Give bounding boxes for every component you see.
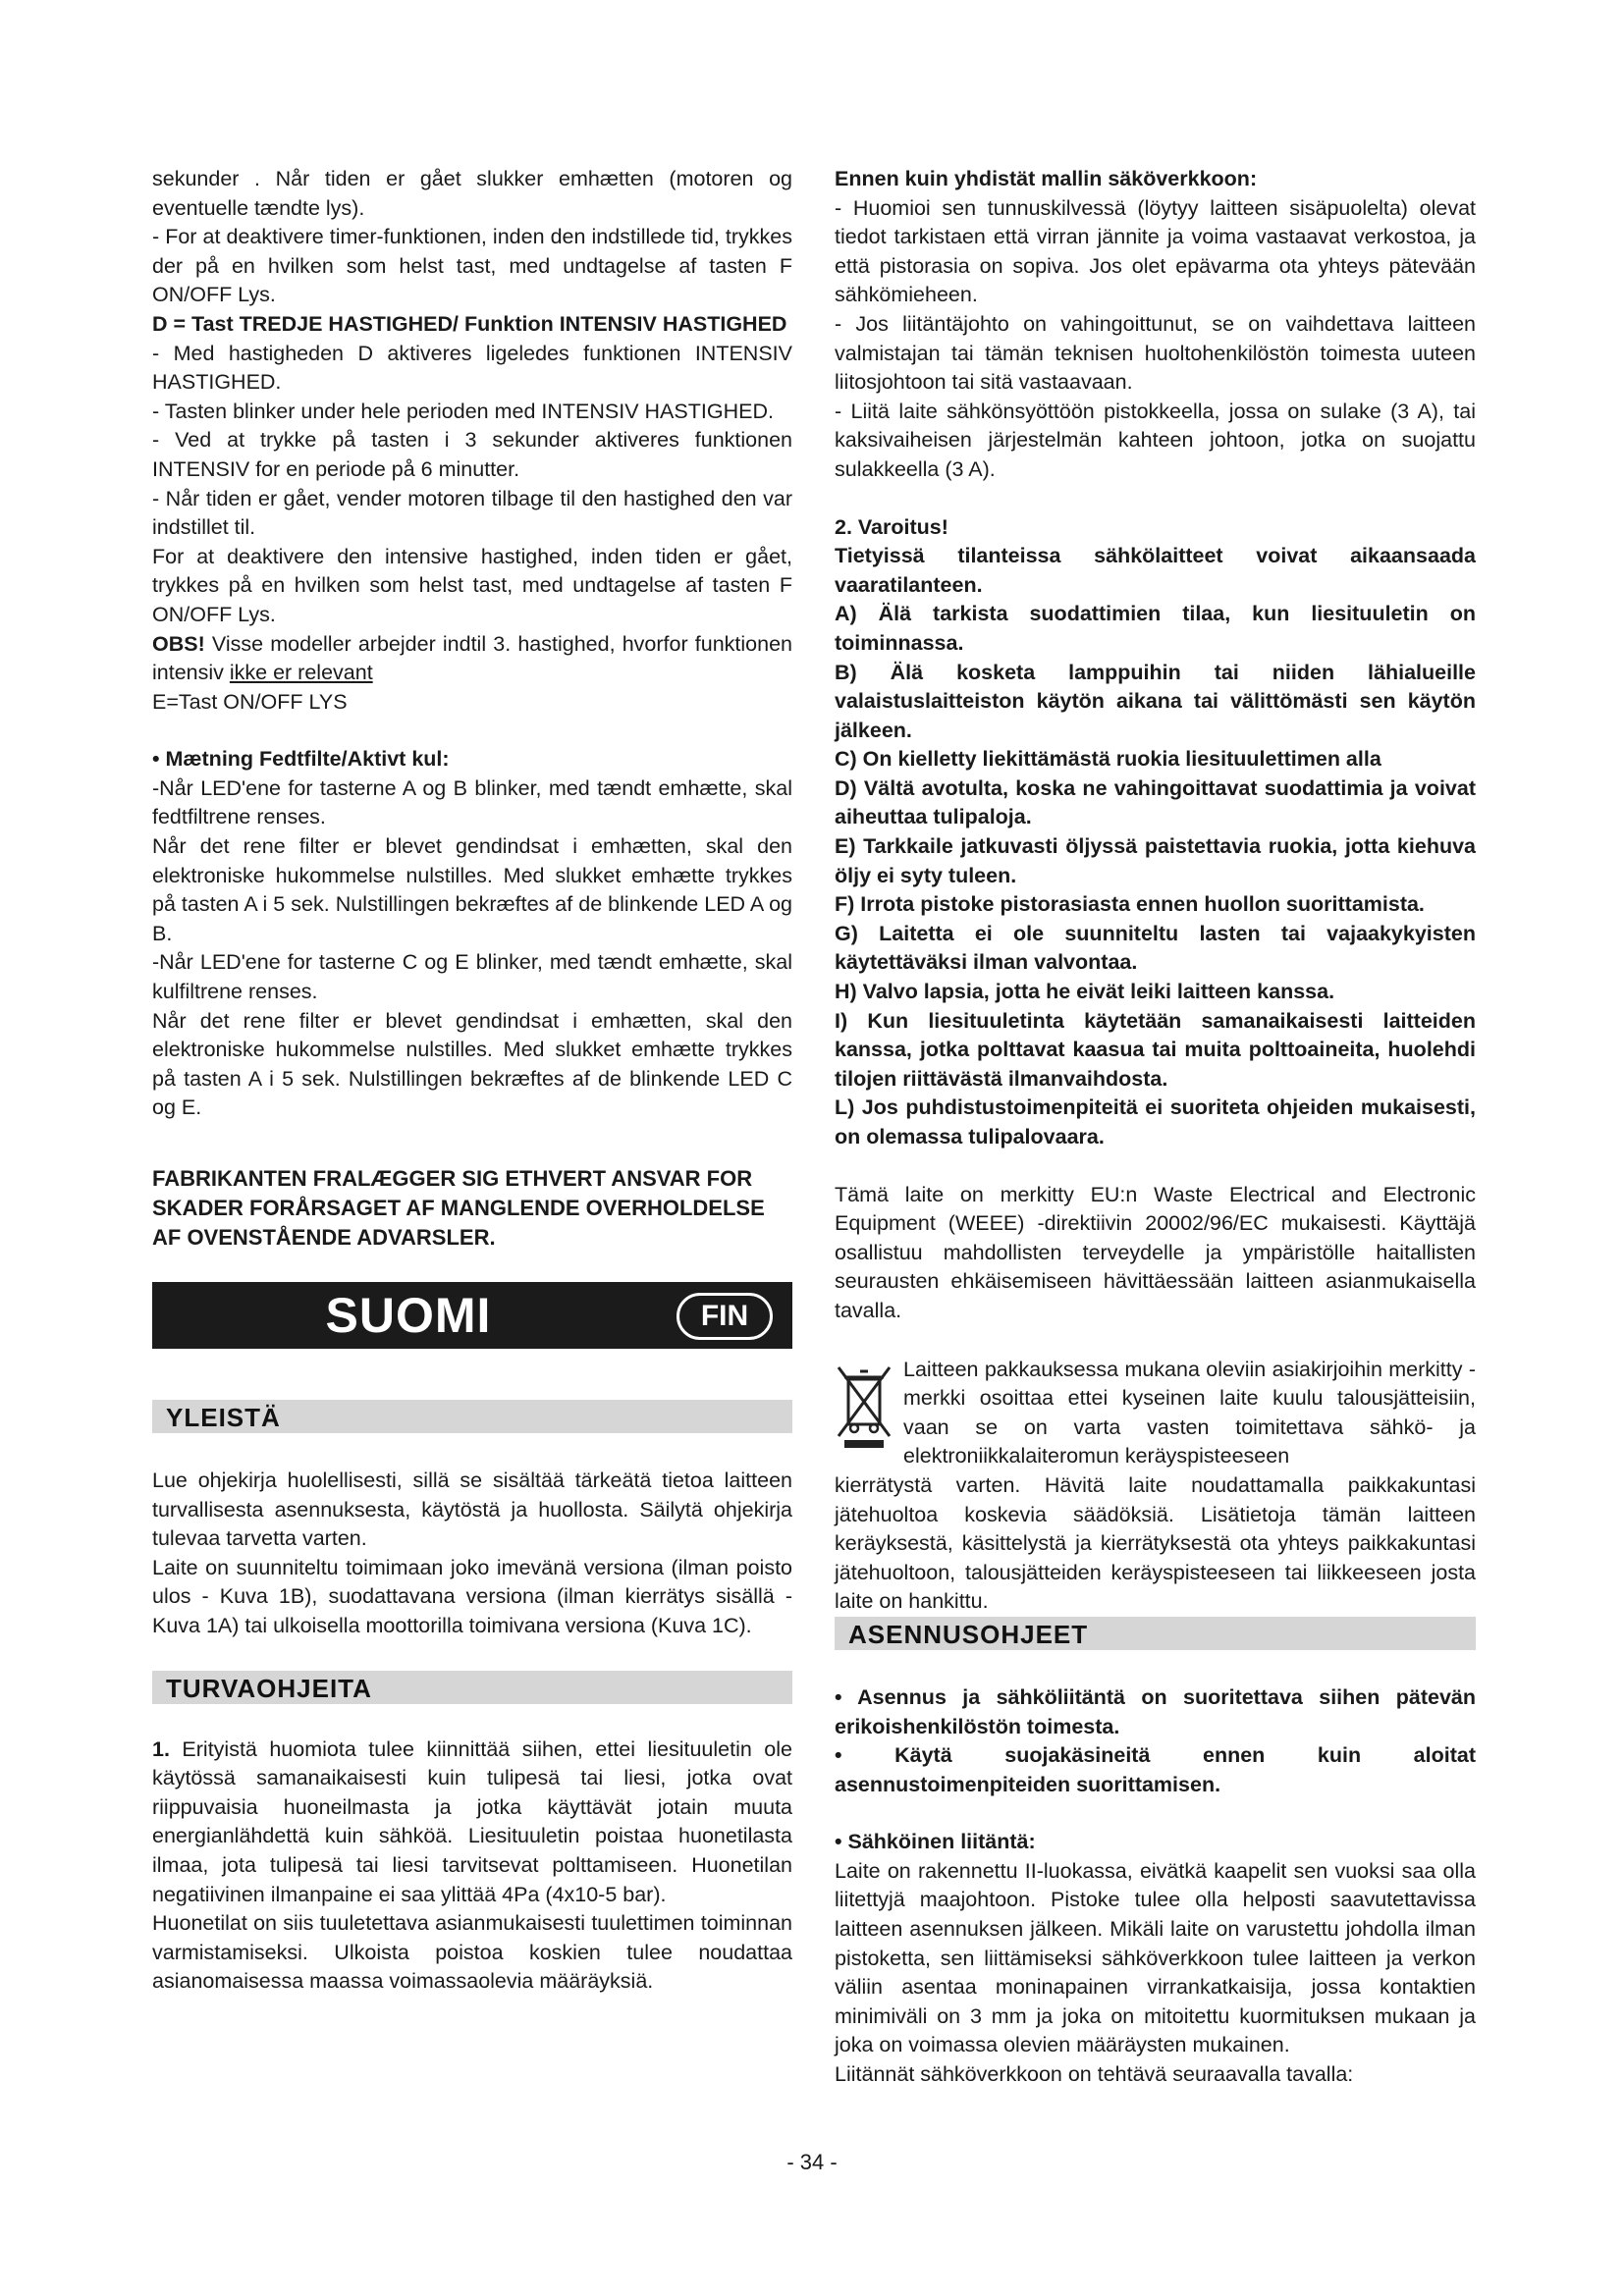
weee-text-indent: Laitteen pakkauksessa mukana oleviin asiakirjoihin merkitty -merkki osoittaa ettei kyseinen laite kuulu talousjätteisiin, vaan se on varta vasten toimitettava sähkö- ja elektroniikkalaiteromun keräyspisteeseen: [903, 1357, 1476, 1468]
intro-line: sekunder . Når tiden er gået slukker emhætten (motoren og eventuelle tændte lys).: [152, 167, 792, 220]
banner-title: SUOMI: [325, 1288, 492, 1343]
left-column: [152, 165, 792, 1997]
right-column: [835, 165, 1476, 2090]
general-line: Laite on suunniteltu toimimaan joko imevänä versiona (ilman poisto ulos - Kuva 1B), suodattavana versiona (ilman kierrätys sisällä - Kuva 1A) tai ulkoisella moottorilla toimivana versiona (Kuva 1C).: [152, 1555, 792, 1637]
before-line: - Liitä laite sähkönsyöttöön pistokkeella, jossa on sulake (3 A), tai kaksivaiheisen järjestelmän kahteen johtoon, jotka on suojattu sulakkeella (3 A).: [835, 399, 1476, 481]
obs-label: OBS!: [152, 631, 205, 656]
saturation-line: -Når LED'ene for tasterne C og E blinker, med tændt emhætte, skal kulfiltrene renses.: [152, 950, 792, 1004]
page-number: - 34 -: [786, 2150, 838, 2174]
general-line: Lue ohjekirja huolellisesti, sillä se sisältää tärkeätä tietoa laitteen turvallisesta asennuksesta, käytöstä ja huollosta. Säilytä ohjekirja tulevaa tarvetta varten.: [152, 1468, 792, 1551]
saturation-line: Når det rene filter er blevet gendindsat i emhætten, skal den elektroniske hukommelse nulstilles. Med slukket emhætte trykkes på tasten A i 5 sek. Nulstillingen bekræftes af de blinkende LED C og E.: [152, 1008, 792, 1120]
electric-line: Liitännät sähköverkkoon on tehtävä seuraavalla tavalla:: [835, 2062, 1354, 2087]
warning-item: L) Jos puhdistustoimenpiteitä ei suoriteta ohjeiden mukaisesti, on olemassa tulipalovaara.: [835, 1095, 1476, 1148]
before-line: - Huomioi sen tunnuskilvessä (löytyy laitteen sisäpuolelta) olevat tiedot tarkistaen että virran jännite ja voima vastaavat verkostoa, ja että pistorasia on sopiva. Jos olet epävarma ota yhteys pätevään sähkömieheen.: [835, 195, 1476, 307]
safety-text: Erityistä huomiota tulee kiinnittää siihen, ettei liesituuletin ole käytössä samanaikaisesti kuin tulipesä tai liesi, jotka ovat riippuvaisia huoneilmasta ja jotka käyttävät jotain muuta energianlähdettä kuin sähköä. Liesituuletin poistaa huonetilasta ilmaa, jota tulipesä tai liesi tarvitsevat polttamiseen. Huonetilan negatiivinen ilmanpaine ei saa ylittää 4Pa (4x10-5 bar).: [152, 1736, 792, 1906]
section-heading-safety: TURVAOHJEITA: [152, 1671, 792, 1704]
warning-item: Tietyissä tilanteissa sähkölaitteet voivat aikaansaada vaaratilanteen.: [835, 544, 1476, 597]
language-badge: FIN: [677, 1293, 773, 1340]
d-heading: D = Tast TREDJE HASTIGHED/ Funktion INTENSIV HASTIGHED: [152, 311, 787, 336]
saturation-heading: • Mætning Fedtfilte/Aktivt kul:: [152, 747, 450, 772]
d-line: - Ved at trykke på tasten i 3 sekunder aktiveres funktionen INTENSIV for en periode på 6 minutter.: [152, 428, 792, 481]
install-bullet: • Käytä suojakäsineitä ennen kuin aloitat asennustoimenpiteiden suorittamisen.: [835, 1743, 1476, 1796]
d-line: For at deaktivere den intensive hastighed, inden tiden er gået, trykkes på en hvilken som helst tast, med undtagelse af tasten F ON/OFF Lys.: [152, 544, 792, 626]
section-heading-general: YLEISTÄ: [152, 1400, 792, 1433]
warning-item: G) Laitetta ei ole suunniteltu lasten tai vajaakykyisten käytettäväksi ilman valvontaa.: [835, 921, 1476, 975]
intro-line: - For at deaktivere timer-funktionen, inden den indstillede tid, trykkes der på en hvilken som helst tast, med undtagelse af tasten F ON/OFF Lys.: [152, 225, 792, 307]
e-line: E=Tast ON/OFF LYS: [152, 689, 348, 714]
saturation-line: Når det rene filter er blevet gendindsat i emhætten, skal den elektroniske hukommelse nulstilles. Med slukket emhætte trykkes på tasten A i 5 sek. Nulstillingen bekræftes af de blinkende LED A og B.: [152, 834, 792, 945]
warning-item: D) Vältä avotulta, koska ne vahingoittavat suodattimia ja voivat aiheuttaa tulipaloja.: [835, 775, 1476, 829]
electric-line: Laite on rakennettu II-luokassa, eivätkä kaapelit sen vuoksi saa olla liitettyjä maajohtoon. Pistoke tulee olla helposti saavutettavissa laitteen asennuksen jälkeen. Mikäli laite on varustettu johdolla ilman pistoketta, sen liittämiseksi sähköverkkoon tulee laitteen ja verkon väliin asentaa moninapainen virrankatkaisija, jossa kontaktien minimiväli on 3 mm ja joka on mitoitettu kuormituksen mukaan ja joka on voimassa olevien määräysten mukainen.: [835, 1858, 1476, 2057]
d-line: - Med hastigheden D aktiveres ligeledes funktionen INTENSIV HASTIGHED.: [152, 341, 792, 395]
before-line: - Jos liitäntäjohto on vahingoittunut, se on vaihdettava laitteen valmistajan tai tämän teknisen huoltohenkilöstön toimesta uuteen liitosjohtoon tai sitä vastaavaan.: [835, 311, 1476, 395]
safety-number: 1.: [152, 1736, 170, 1761]
warning-heading: 2. Varoitus!: [835, 514, 948, 539]
language-banner: [152, 1282, 792, 1349]
section-heading-install: ASENNUSOHJEET: [835, 1617, 1476, 1650]
safety-paragraph: [152, 1735, 792, 1910]
warning-item: A) Älä tarkista suodattimien tilaa, kun liesituuletin on toiminnassa.: [835, 602, 1476, 655]
weee-notice: [835, 1356, 1476, 1617]
weee-paragraph: Tämä laite on merkitty EU:n Waste Electrical and Electronic Equipment (WEEE) -direktiivin 20002/96/EC mukaisesti. Käyttäjä osallistuu mahdollisten terveydelle ja ympäristölle haitallisten seurausten ehkäisemiseen hävittäessään laitteen asianmukaisella tavalla.: [835, 1182, 1476, 1322]
warning-item: C) On kielletty liekittämästä ruokia liesituulettimen alla: [835, 747, 1381, 772]
warning-item: E) Tarkkaile jatkuvasti öljyssä paistettavia ruokia, jotta kiehuva öljy ei syty tuleen.: [835, 834, 1476, 887]
install-bullet: • Asennus ja sähköliitäntä on suoritettava siihen pätevän erikoishenkilöstön toimesta.: [835, 1684, 1476, 1738]
warning-item: H) Valvo lapsia, jotta he eivät leiki laitteen kanssa.: [835, 980, 1335, 1004]
crossed-bin-icon: [835, 1358, 893, 1452]
weee-text-rest: kierrätystä varten. Hävitä laite noudattamalla paikkakuntasi jätehuoltoa koskevia säädöksiä. Lisätietoja tämän laitteen keräyksestä, käsittelystä ja kierrätyksestä ota yhteys paikkakuntasi jätehuoltoon, talousjätteiden keräyspisteeseen tai liikkeeseen josta laite on hankittu.: [835, 1472, 1476, 1614]
manufacturer-warning: FABRIKANTEN FRALÆGGER SIG ETHVERT ANSVAR FOR SKADER FORÅRSAGET AF MANGLENDE OVERHOLDELSE AF OVENSTÅENDE ADVARSLER.: [152, 1166, 765, 1250]
warning-item: B) Älä kosketa lamppuihin tai niiden lähialueille valaistuslaitteiston käytön aikana tai välittömästi sen käytön jälkeen.: [835, 660, 1476, 742]
before-heading: Ennen kuin yhdistät mallin säköverkkoon:: [835, 167, 1258, 190]
warning-item: F) Irrota pistoke pistorasiasta ennen huollon suorittamista.: [835, 892, 1425, 917]
d-line: - Tasten blinker under hele perioden med INTENSIV HASTIGHED.: [152, 399, 774, 423]
obs-underline: ikke er relevant: [229, 661, 373, 685]
safety-line: Huonetilat on siis tuuletettava asianmukaisesti tuulettimen toiminnan varmistamiseksi. Ulkoista poistoa koskien tulee noudattaa asianomaisessa maassa voimassaolevia määräyksiä.: [152, 1911, 792, 1994]
electric-heading: • Sähköinen liitäntä:: [835, 1830, 1036, 1854]
d-line: - Når tiden er gået, vender motoren tilbage til den hastighed den var indstillet til.: [152, 486, 792, 540]
warning-item: I) Kun liesituuletinta käytetään samanaikaisesti laitteiden kanssa, jotka polttavat kaasua tai muita polttoaineita, huolehdi tilojen riittävästä ilmanvaihdosta.: [835, 1008, 1476, 1091]
saturation-line: -Når LED'ene for tasterne A og B blinker, med tændt emhætte, skal fedtfiltrene renses.: [152, 775, 792, 829]
obs-note: [152, 630, 792, 688]
obs-text: Visse modeller arbejder indtil 3. hastighed, hvorfor funktionen intensiv: [152, 631, 792, 685]
